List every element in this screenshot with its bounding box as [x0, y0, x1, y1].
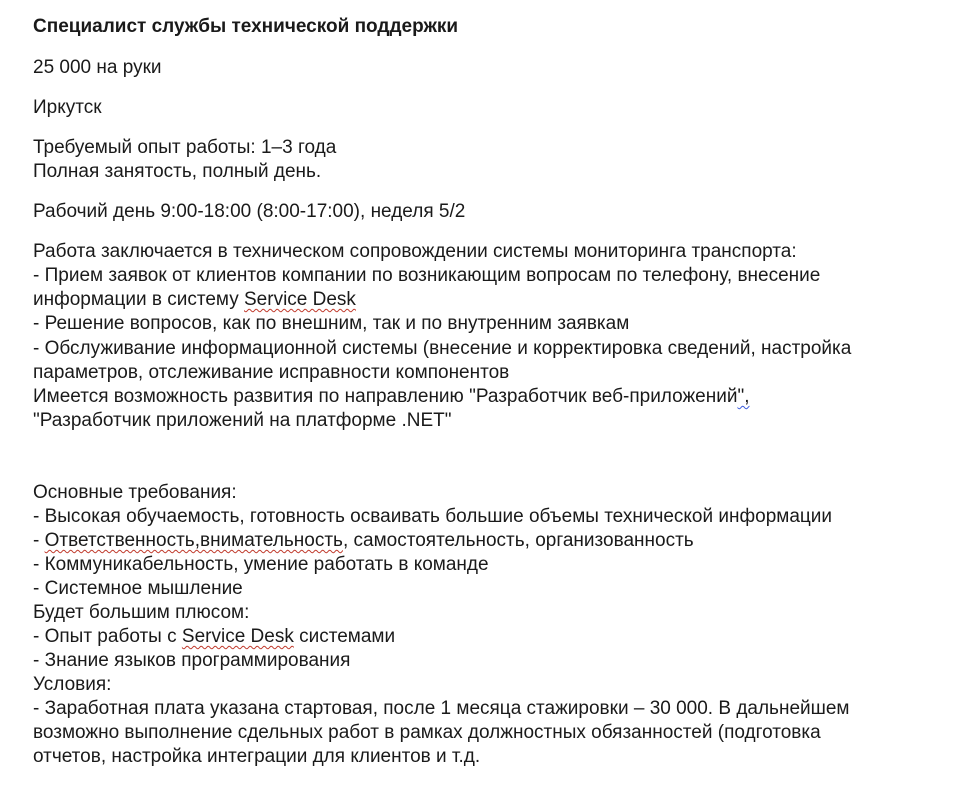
text-segment: информации в систему — [33, 289, 244, 310]
text-segment: , самостоятельность, организованность — [342, 530, 694, 551]
experience-text: Требуемый опыт работы: 1–3 года — [33, 137, 337, 158]
requirements-item: - Коммуникабельность, умение работать в команде — [33, 554, 489, 575]
description-item-continuation — [33, 288, 356, 312]
city-text: Иркутск — [33, 97, 102, 118]
text-segment: Имеется возможность развития по направлению "Разработчик веб-приложений — [33, 386, 738, 407]
requirements-item: - Системное мышление — [33, 578, 243, 599]
text-segment: - — [33, 530, 45, 551]
conditions-item-continuation: отчетов, настройка интеграции для клиентов и т.д. — [33, 746, 481, 767]
conditions-item-continuation: возможно выполнение сдельных работ в рамках должностных обязанностей (подготовка — [33, 722, 821, 743]
growth-text-continuation: "Разработчик приложений на платформе .NET" — [33, 410, 452, 431]
description-item: - Решение вопросов, как по внешним, так и по внутренним заявкам — [33, 313, 630, 334]
conditions-heading: Условия: — [33, 674, 112, 695]
text-segment: - Опыт работы с — [33, 626, 182, 647]
plus-item: - Знание языков программирования — [33, 650, 351, 671]
spellcheck-term: Service Desk — [244, 289, 356, 310]
description-item-continuation: параметров, отслеживание исправности компонентов — [33, 362, 510, 383]
spellcheck-term: Service Desk — [181, 626, 294, 647]
description-item: - Обслуживание информационной системы (внесение и корректировка сведений, настройка — [33, 338, 852, 359]
schedule-text: Рабочий день 9:00-18:00 (8:00-17:00), неделя 5/2 — [33, 201, 466, 222]
plus-heading: Будет большим плюсом: — [33, 602, 250, 623]
description-item: - Прием заявок от клиентов компании по возникающим вопросам по телефону, внесение — [33, 265, 821, 286]
grammar-mark: ", — [737, 386, 750, 407]
growth-text — [33, 385, 750, 409]
requirements-item: - Высокая обучаемость, готовность осваивать большие объемы технической информации — [33, 506, 833, 527]
requirements-heading: Основные требования: — [33, 482, 237, 503]
description-intro: Работа заключается в техническом сопровождении системы мониторинга транспорта: — [33, 241, 797, 262]
requirements-item — [33, 529, 694, 553]
spellcheck-term: Ответственность,внимательность — [44, 530, 343, 551]
plus-item — [33, 625, 395, 649]
salary-text: 25 000 на руки — [33, 57, 162, 78]
job-title: Специалист службы технической поддержки — [33, 16, 459, 37]
text-segment: системами — [293, 626, 396, 647]
conditions-item: - Заработная плата указана стартовая, после 1 месяца стажировки – 30 000. В дальнейшем — [33, 698, 850, 719]
employment-text: Полная занятость, полный день. — [33, 161, 322, 182]
